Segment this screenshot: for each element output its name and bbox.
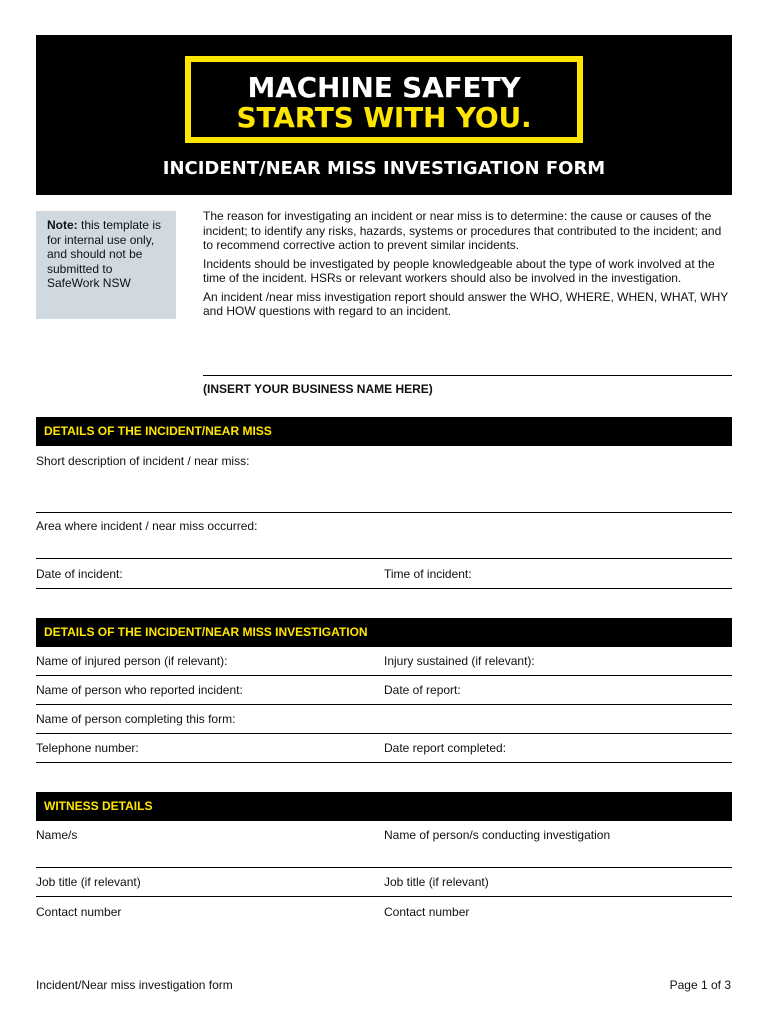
incident-time-label: Time of incident:: [384, 567, 472, 581]
reporter-label: Name of person who reported incident:: [36, 683, 243, 697]
short-description-label: Short description of incident / near miss:: [36, 454, 250, 468]
intro-paragraph: An incident /near miss investigation report should answer the WHO, WHERE, WHEN, WHAT, WHY and HOW questions with regard to an incident.: [203, 289, 729, 318]
reporter-field[interactable]: [36, 704, 732, 705]
telephone-label: Telephone number:: [36, 741, 139, 755]
intro-text: [203, 209, 733, 323]
completed-date-label: Date report completed:: [384, 741, 507, 755]
telephone-field[interactable]: [36, 762, 732, 763]
business-name-line[interactable]: [203, 375, 732, 376]
incident-date-label: Date of incident:: [36, 567, 123, 581]
injured-person-label: Name of injured person (if relevant):: [36, 654, 228, 668]
injury-label: Injury sustained (if relevant):: [384, 654, 535, 668]
business-name-label: (INSERT YOUR BUSINESS NAME HERE): [203, 382, 433, 396]
completer-label: Name of person completing this form:: [36, 712, 236, 726]
slogan-box: [185, 56, 583, 143]
section-header-witness: WITNESS DETAILS: [36, 792, 732, 821]
contact-right-label: Contact number: [384, 905, 470, 919]
note-box: [36, 211, 176, 319]
slogan-line-1: MACHINE SAFETY: [247, 71, 521, 104]
injured-person-field[interactable]: [36, 675, 732, 676]
date-time-field[interactable]: [36, 588, 732, 589]
footer-document-name: Incident/Near miss investigation form: [36, 978, 233, 992]
note-text: this template is for internal use only, and should not be submitted to SafeWork NSW: [47, 218, 162, 291]
form-title: INCIDENT/NEAR MISS INVESTIGATION FORM: [162, 158, 606, 179]
report-date-label: Date of report:: [384, 683, 461, 697]
note-label: Note:: [47, 218, 78, 232]
investigators-label: Name of person/s conducting investigation: [384, 828, 611, 842]
job-title-right-label: Job title (if relevant): [384, 875, 489, 889]
section-header-investigation: DETAILS OF THE INCIDENT/NEAR MISS INVESTIGATION: [36, 618, 732, 647]
witness-names-field[interactable]: [36, 867, 732, 868]
section-header-incident: DETAILS OF THE INCIDENT/NEAR MISS: [36, 417, 732, 446]
area-field[interactable]: [36, 558, 732, 559]
slogan-line-2: STARTS WITH YOU.: [236, 101, 532, 134]
intro-paragraph: The reason for investigating an incident or near miss is to determine: the cause or causes of the incident; to identify any risks, hazards, systems or procedures that contributed to the incident; and to recommend corrective action to prevent similar incidents.: [203, 209, 722, 252]
footer-page-number: Page 1 of 3: [669, 978, 731, 992]
job-title-left-label: Job title (if relevant): [36, 875, 141, 889]
area-label: Area where incident / near miss occurred:: [36, 519, 258, 533]
intro-paragraph: Incidents should be investigated by people knowledgeable about the type of work involved at the time of the incident. HSRs or relevant workers should also be involved in the investigation.: [203, 256, 715, 285]
header-banner: [36, 35, 732, 195]
witness-names-label: Name/s: [36, 828, 78, 842]
completer-field[interactable]: [36, 733, 732, 734]
contact-left-label: Contact number: [36, 905, 122, 919]
job-title-field[interactable]: [36, 896, 732, 897]
short-description-field[interactable]: [36, 512, 732, 513]
